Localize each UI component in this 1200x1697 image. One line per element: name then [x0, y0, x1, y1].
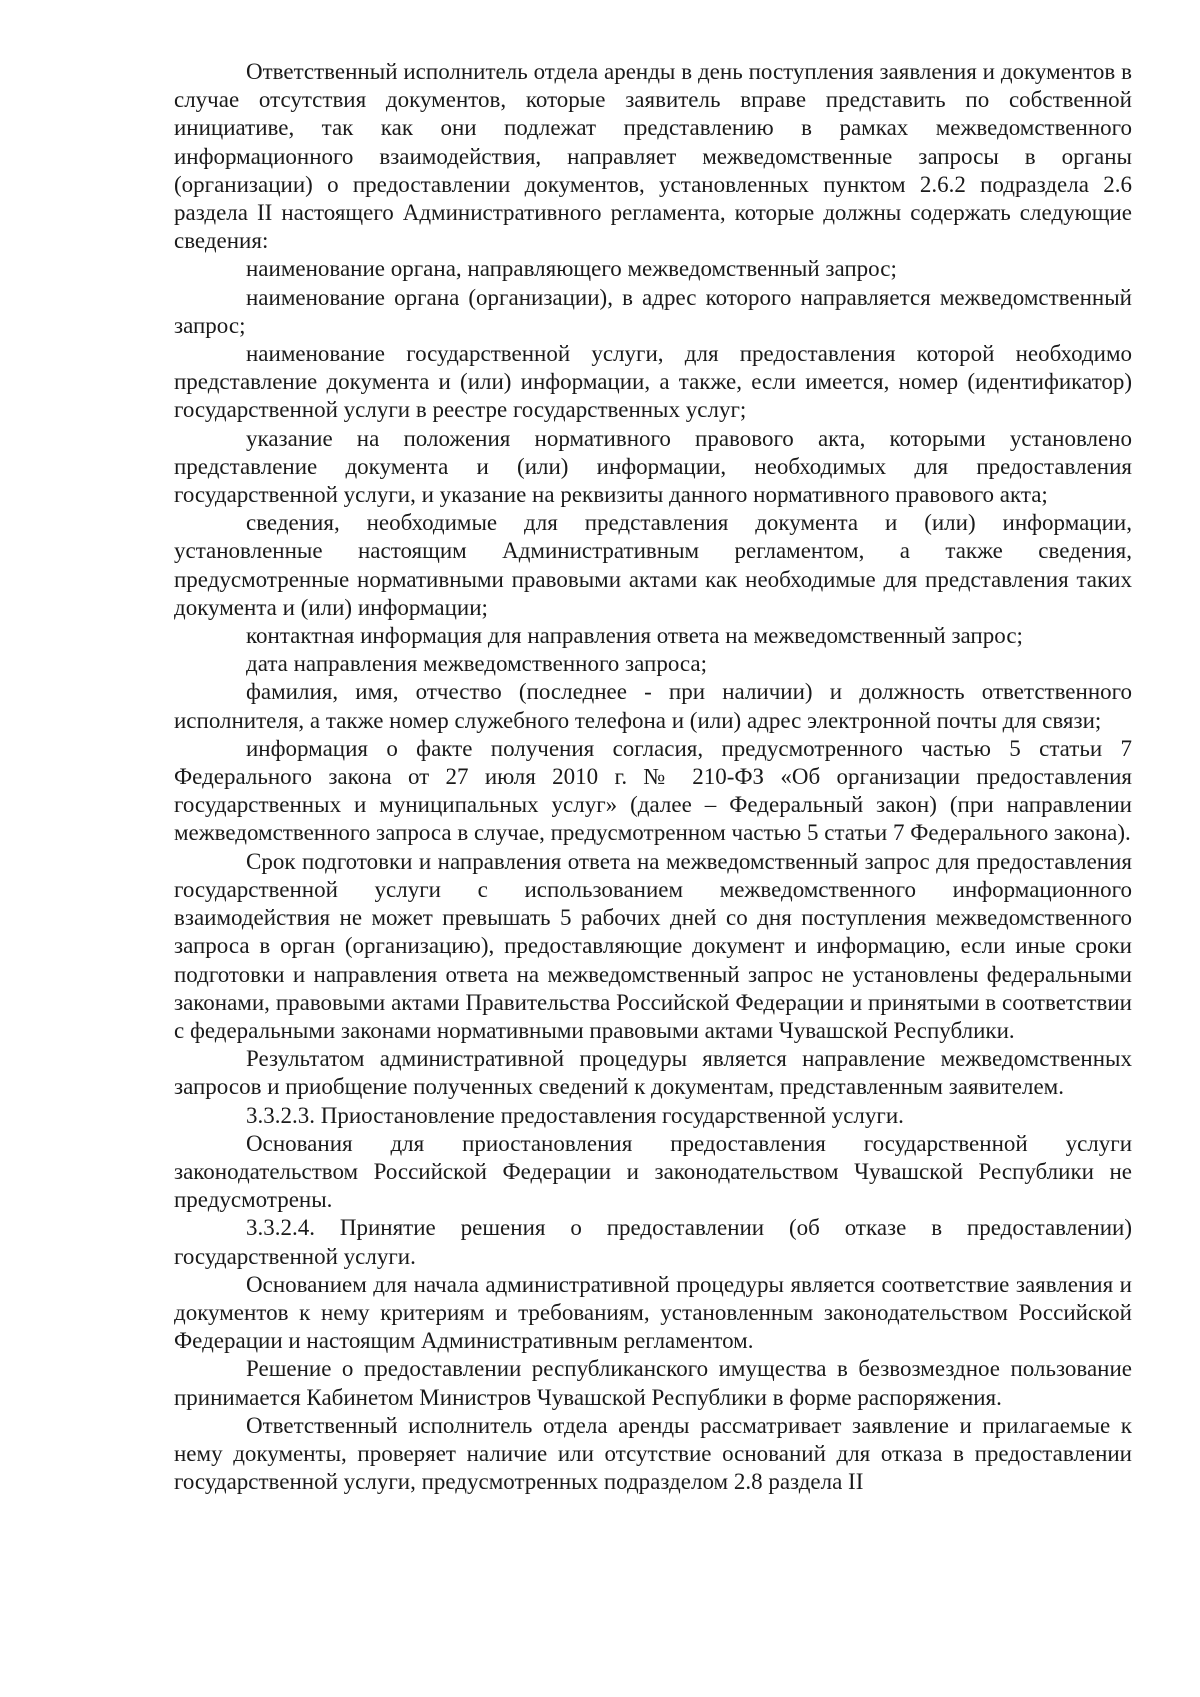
section-heading-3-3-2-4: 3.3.2.4. Принятие решения о предоставлении (об отказе в предоставлении) государственной услуги. [174, 1215, 1132, 1269]
paragraph-executor-review: Ответственный исполнитель отдела аренды рассматривает заявление и прилагаемые к нему документы, проверяет наличие или отсутствие оснований для отказа в предоставлении государственной услуги, предусмотренных подразделом 2.8 раздела II [174, 1412, 1132, 1495]
paragraph-item-contact-info: контактная информация для направления ответа на межведомственный запрос; [246, 623, 1023, 649]
document-page [174, 58, 1132, 1496]
paragraph-item-service-name: наименование государственной услуги, для предоставления которой необходимо представление документа и (или) информации, а также, если имеется, номер (идентификатор) государственной услуги в реестре государственных услуг; [174, 341, 1132, 423]
paragraph-request-intro: Ответственный исполнитель отдела аренды в день поступления заявления и документов в случае отсутствия документов, которые заявитель вправе представить по собственной инициативе, так как они подлежат представлению в рамках межведомственного информационного взаимодействия, направляет межведомственные запросы в органы (организации) о предоставлении документов, установленных пунктом 2.6.2 подраздела 2.6 раздела II настоящего Административного регламента, которые должны содержать следующие сведения: [174, 59, 1132, 254]
paragraph-item-legal-act: указание на положения нормативного правового акта, которыми установлено представление документа и (или) информации, необходимых для предоставления государственной услуги, и указание на реквизиты данного нормативного правового акта; [174, 425, 1132, 508]
paragraph-procedure-result: Результатом административной процедуры является направление межведомственных запросов и приобщение полученных сведений к документам, представленным заявителем. [174, 1046, 1132, 1100]
paragraph-procedure-basis: Основанием для начала административной процедуры является соответствие заявления и документов к нему критериям и требованиям, установленным законодательством Российской Федерации и настоящим Административным регламентом. [174, 1271, 1132, 1354]
paragraph-decision: Решение о предоставлении республиканского имущества в безвозмездное пользование принимается Кабинетом Министров Чувашской Республики в форме распоряжения. [174, 1356, 1132, 1410]
paragraph-item-addressee-body: наименование органа (организации), в адрес которого направляется межведомственный запрос; [174, 284, 1132, 338]
paragraph-item-required-info: сведения, необходимые для представления документа и (или) информации, установленные настоящим Административным регламентом, а также сведения, предусмотренные нормативными правовыми актами как необходимые для представления таких документа и (или) информации; [174, 510, 1132, 620]
paragraph-item-request-date: дата направления межведомственного запроса; [246, 651, 708, 677]
paragraph-suspension-grounds: Основания для приостановления предоставления государственной услуги законодательством Российской Федерации и законодательством Чувашской Республики не предусмотрены. [174, 1130, 1132, 1213]
section-heading-3-3-2-3: 3.3.2.3. Приостановление предоставления государственной услуги. [246, 1102, 904, 1128]
paragraph-item-executor: фамилия, имя, отчество (последнее - при наличии) и должность ответственного исполнителя, а также номер служебного телефона и (или) адрес электронной почты для связи; [174, 679, 1132, 733]
paragraph-item-consent: информация о факте получения согласия, предусмотренного частью 5 статьи 7 Федерального закона от 27 июля 2010 г. № 210-ФЗ «Об организации предоставления государственных и муниципальных услуг» (далее – Федеральный закон) (при направлении межведомственного запроса в случае, предусмотренном частью 5 статьи 7 Федерального закона). [174, 735, 1132, 846]
paragraph-item-requesting-body: наименование органа, направляющего межведомственный запрос; [246, 256, 897, 282]
paragraph-response-deadline: Срок подготовки и направления ответа на межведомственный запрос для предоставления государственной услуги с использованием межведомственного информационного взаимодействия не может превышать 5 рабочих дней со дня поступления межведомственного запроса в орган (организацию), предоставляющие документ и информацию, если иные сроки подготовки и направления ответа на межведомственный запрос не установлены федеральными законами, правовыми актами Правительства Российской Федерации и принятыми в соответствии с федеральными законами нормативными правовыми актами Чувашской Республики. [174, 848, 1132, 1043]
